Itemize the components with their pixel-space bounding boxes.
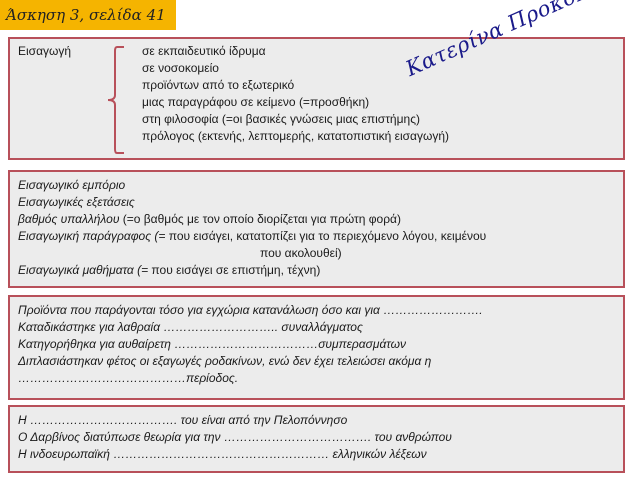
exercise-sentence: Ο Δαρβίνος διατύπωσε θεωρία για την ………………………………. του ανθρώπου — [18, 430, 452, 444]
brace-icon — [104, 45, 126, 155]
term-label: Εισαγωγή — [18, 44, 72, 58]
exercise-sentence: Διπλασιάστηκαν φέτος οι εξαγωγές ροδακίνων, ενώ δεν έχει τελειώσει ακόμα η — [18, 354, 432, 368]
exercise-sentence: Η ινδοευρωπαϊκή ……………………………………………… ελληνικών λέξεων — [18, 447, 427, 461]
exercise-sentence: Προϊόντα που παράγονται τόσο για εγχώρια κατανάλωση όσο και για ……………………. — [18, 303, 483, 317]
list-item: Εισαγωγικές εξετάσεις — [18, 195, 135, 209]
list-item — [18, 228, 615, 245]
exercise-sentence: Καταδικάστηκε για λαθραία ……………………….. συναλλάγματος — [18, 320, 363, 334]
phrase: βαθμός υπαλλήλου — [18, 212, 120, 226]
list-item: πρόλογος (εκτενής, λεπτομερής, κατατοπιστική εισαγωγή) — [142, 129, 450, 143]
fill-in-exercise-box-1 — [8, 295, 625, 400]
phrase: Εισαγωγικά μαθήματα (= — [18, 263, 149, 277]
list-item — [18, 262, 615, 279]
exercise-sentence: Η ………………………………. του είναι από την Πελοπόννησο — [18, 413, 348, 427]
list-item: Εισαγωγικό εμπόριο — [18, 178, 126, 192]
phrase: Εισαγωγική παράγραφος (= — [18, 229, 166, 243]
list-item: στη φιλοσοφία (=οι βασικές γνώσεις μιας επιστήμης) — [142, 112, 420, 126]
phrase-definition: (=ο βαθμός με τον οποίο διορίζεται για πρώτη φορά) — [119, 212, 401, 226]
page-title: Άσκηση 3, σελίδα 41 — [0, 0, 176, 30]
list-item: σε νοσοκομείο — [142, 61, 219, 75]
compound-phrases-box — [8, 170, 625, 288]
list-item-continuation: που ακολουθεί) — [260, 246, 342, 260]
intro-definitions-box — [8, 37, 625, 160]
phrase-definition: που εισάγει σε επιστήμη, τέχνη) — [148, 263, 321, 277]
fill-in-exercise-box-2 — [8, 405, 625, 473]
exercise-sentence: ……………………………………περίοδος. — [18, 371, 239, 385]
list-item — [18, 211, 615, 228]
phrase-definition: που εισάγει, κατατοπίζει για το περιεχόμενο λόγου, κειμένου — [165, 229, 487, 243]
list-item: μιας παραγράφου σε κείμενο (=προσθήκη) — [142, 95, 370, 109]
exercise-sentence: Κατηγορήθηκα για αυθαίρετη ………………………………συμπερασμάτων — [18, 337, 406, 351]
list-item: σε εκπαιδευτικό ίδρυμα — [142, 44, 266, 58]
list-item: προϊόντων από το εξωτερικό — [142, 78, 295, 92]
